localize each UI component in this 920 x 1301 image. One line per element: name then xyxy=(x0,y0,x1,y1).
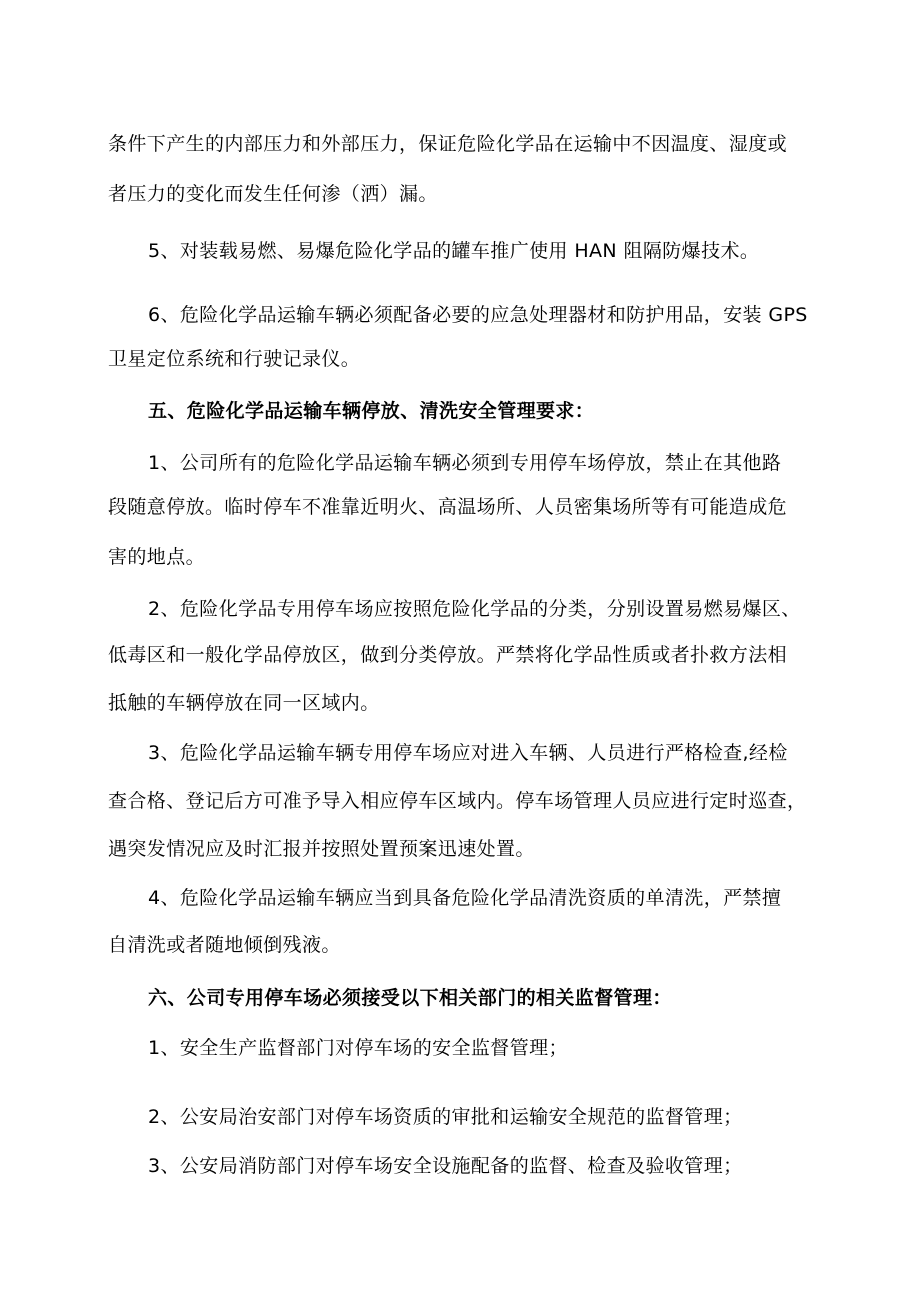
paragraph-line: 害的地点。 xyxy=(108,546,206,568)
paragraph-line: 2、公安局治安部门对停车场资质的审批和运输安全规范的监督管理； xyxy=(148,1106,743,1128)
paragraph-line: 3、公安局消防部门对停车场安全设施配备的监督、检查及验收管理； xyxy=(148,1155,743,1177)
paragraph-line: 遇突发情况应及时汇报并按照处置预案迅速处置。 xyxy=(108,838,535,860)
paragraph-line: 段随意停放。临时停车不准靠近明火、高温场所、人员密集场所等有可能造成危 xyxy=(108,496,788,518)
paragraph-line: 6、危险化学品运输车辆必须配备必要的应急处理器材和防护用品，安装 GPS xyxy=(148,304,808,326)
paragraph-line: 3、危险化学品运输车辆专用停车场应对进入车辆、人员进行严格检查,经检 xyxy=(148,742,788,764)
paragraph-line: 2、危险化学品专用停车场应按照危险化学品的分类，分别设置易燃易爆区、 xyxy=(148,598,801,620)
section-heading: 六、公司专用停车场必须接受以下相关部门的相关监督管理： xyxy=(148,987,672,1009)
paragraph-line: 自清洗或者随地倾倒残液。 xyxy=(108,934,341,956)
paragraph-line: 1、公司所有的危险化学品运输车辆必须到专用停车场停放，禁止在其他路 xyxy=(148,452,782,474)
paragraph-line: 4、危险化学品运输车辆应当到具备危险化学品清洗资质的单清洗，严禁擅 xyxy=(148,887,782,909)
paragraph-line: 5、对装载易燃、易爆危险化学品的罐车推广使用 HAN 阻隔防爆技术。 xyxy=(148,240,760,262)
section-heading: 五、危险化学品运输车辆停放、清洗安全管理要求： xyxy=(148,400,595,422)
paragraph-line: 条件下产生的内部压力和外部压力，保证危险化学品在运输中不因温度、湿度或 xyxy=(108,133,788,155)
paragraph-line: 查合格、登记后方可准予导入相应停车区域内。停车场管理人员应进行定时巡查， xyxy=(108,790,807,812)
paragraph-line: 低毒区和一般化学品停放区，做到分类停放。严禁将化学品性质或者扑救方法相 xyxy=(108,644,788,666)
paragraph-line: 1、安全生产监督部门对停车场的安全监督管理； xyxy=(148,1037,568,1059)
paragraph-line: 抵触的车辆停放在同一区域内。 xyxy=(108,692,380,714)
paragraph-line: 卫星定位系统和行驶记录仪。 xyxy=(108,348,361,370)
paragraph-line: 者压力的变化而发生任何渗（洒）漏。 xyxy=(108,183,438,205)
